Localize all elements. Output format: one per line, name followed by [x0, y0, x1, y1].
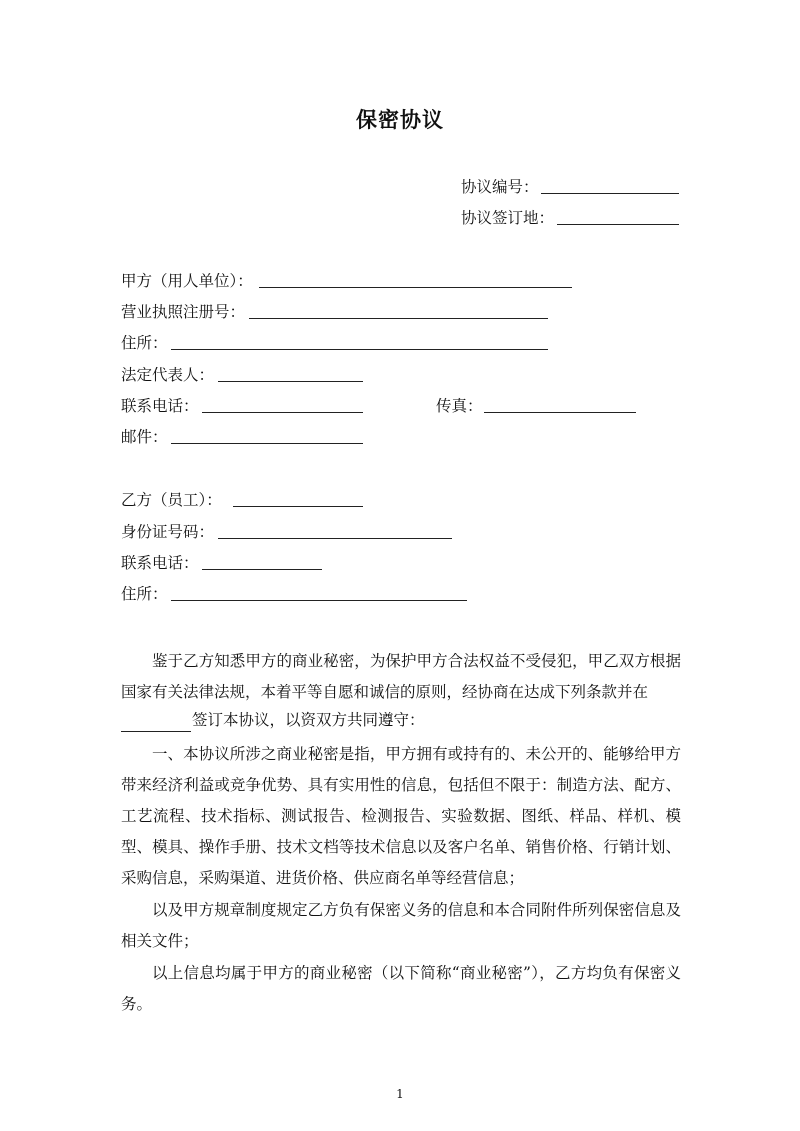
party-b-id-field[interactable] [218, 538, 452, 539]
clause-1-conclusion: 以上信息均属于甲方的商业秘密（以下简称“商业秘密”），乙方均负有保密义务。 [121, 964, 681, 1013]
party-b-phone-field[interactable] [202, 569, 322, 570]
party-a-fax-label: 传真： [436, 397, 483, 415]
preamble-paragraph: 鉴于乙方知悉甲方的商业秘密，为保护甲方合法权益不受侵犯，甲乙双方根据国家有关法律法规，本着平等自愿和诚信的原则，经协商在达成下列条款并在 [121, 652, 681, 701]
party-b-id-label: 身份证号码： [121, 523, 215, 541]
preamble-continuation: 签订本协议，以资双方共同遵守： [192, 711, 425, 729]
party-b-address-field[interactable] [171, 600, 467, 601]
party-b-address-label: 住所： [121, 585, 168, 603]
party-a-name-field[interactable] [259, 287, 572, 288]
party-a-email-label: 邮件： [121, 428, 168, 446]
signing-place-field[interactable] [557, 224, 679, 225]
party-a-license-field[interactable] [249, 318, 548, 319]
party-a-address-label: 住所： [121, 334, 168, 352]
document-title: 保密协议 [356, 107, 444, 132]
clause-1-paragraph: 一、本协议所涉之商业秘密是指，甲方拥有或持有的、未公开的、能够给甲方带来经济利益或竞争优势、具有实用性的信息，包括但不限于：制造方法、配方、工艺流程、技术指标、测试报告、检测报告、实验数据、图纸、样品、样机、模型、模具、操作手册、技术文档等技术信息以及客户名单、销售价格、行销计划、采购信息，采购渠道、进货价格、供应商名单等经营信息； [121, 745, 681, 887]
party-b-phone-label: 联系电话： [121, 554, 199, 572]
clause-1-continuation: 以及甲方规章制度规定乙方负有保密义务的信息和本合同附件所列保密信息及相关文件； [121, 901, 681, 950]
party-a-legal-rep-field[interactable] [218, 381, 363, 382]
signing-place-label: 协议签订地： [461, 209, 555, 227]
agreement-no-field[interactable] [541, 193, 679, 194]
party-a-email-field[interactable] [171, 443, 363, 444]
party-a-address-field[interactable] [171, 349, 548, 350]
party-a-name-label: 甲方（用人单位）： [121, 272, 253, 290]
party-a-fax-field[interactable] [484, 412, 636, 413]
page-number: 1 [396, 1087, 404, 1101]
party-a-phone-label: 联系电话： [121, 397, 199, 415]
party-a-license-label: 营业执照注册号： [121, 303, 246, 321]
party-a-phone-field[interactable] [202, 412, 363, 413]
party-a-legal-rep-label: 法定代表人： [121, 366, 215, 384]
signing-location-field[interactable] [121, 731, 191, 732]
party-b-name-label: 乙方（员工）： [121, 491, 222, 509]
agreement-no-label: 协议编号： [461, 178, 539, 196]
party-b-name-field[interactable] [233, 506, 363, 507]
